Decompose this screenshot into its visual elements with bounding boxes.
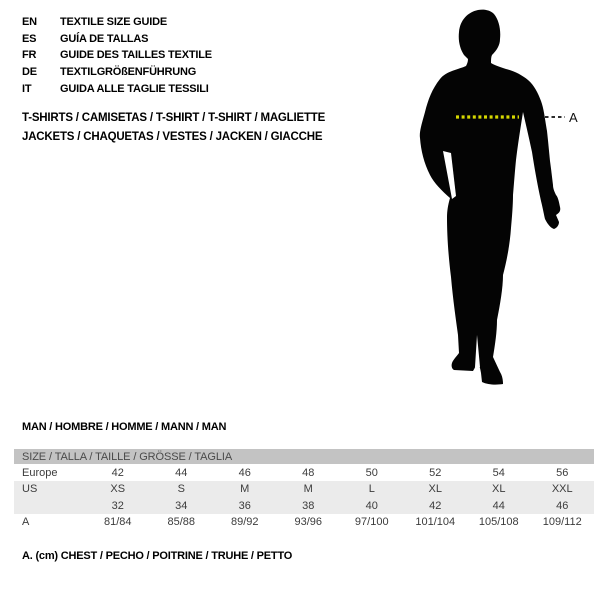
size-figure: [398, 5, 583, 405]
size-cell: 46: [556, 499, 569, 512]
language-list: [22, 14, 212, 97]
size-cell: 50: [365, 466, 378, 479]
language-code: DE: [22, 66, 37, 79]
table-row-europe: [14, 464, 594, 481]
size-cell: XL: [492, 483, 506, 495]
language-code: FR: [22, 49, 37, 62]
size-cell: 46: [238, 466, 251, 479]
size-cell: 38: [302, 499, 315, 512]
size-cell: 48: [302, 466, 315, 479]
size-cell: XL: [428, 483, 442, 495]
size-cell: 101/104: [415, 516, 456, 528]
size-cell: XXL: [551, 483, 573, 495]
size-cell: 105/108: [478, 516, 519, 528]
size-cell: 34: [175, 499, 188, 512]
size-cell: 36: [238, 499, 251, 512]
language-label: GUIDE DES TAILLES TEXTILE: [60, 49, 212, 62]
language-code: ES: [22, 32, 37, 45]
language-row: [22, 80, 212, 97]
table-row-us: [14, 481, 594, 497]
language-label: GUIDA ALLE TAGLIE TESSILI: [60, 82, 209, 95]
size-cell: 52: [429, 466, 442, 479]
language-code: IT: [22, 82, 32, 95]
language-row: [22, 47, 212, 64]
language-label: TEXTILGRÖßENFÜHRUNG: [60, 66, 197, 79]
language-label: GUÍA DE TALLAS: [60, 32, 149, 45]
size-cell: 40: [365, 499, 378, 512]
size-cell: 109/112: [542, 516, 582, 528]
size-cell: 32: [111, 499, 124, 512]
language-row: [22, 14, 212, 31]
table-row-chest-a: [14, 514, 594, 530]
language-label: TEXTILE SIZE GUIDE: [60, 16, 168, 29]
size-cell: 85/88: [167, 516, 196, 528]
size-cell: 93/96: [294, 516, 323, 528]
language-row: [22, 64, 212, 81]
size-cell: M: [303, 483, 313, 495]
row-label: A: [22, 516, 30, 528]
size-cell: L: [368, 483, 375, 495]
garment-categories: [22, 109, 325, 147]
size-cell: 81/84: [103, 516, 132, 528]
row-label: US: [22, 483, 38, 495]
size-table-header: SIZE / TALLA / TAILLE / GRÖSSE / TAGLIA: [14, 449, 594, 464]
category-line-jackets: JACKETS / CHAQUETAS / VESTES / JACKEN / GIACCHE: [22, 131, 323, 143]
size-cell: 89/92: [230, 516, 259, 528]
size-cell: XS: [110, 483, 126, 495]
language-code: EN: [22, 16, 37, 29]
size-cell: 44: [175, 466, 188, 479]
category-line-tshirts: T-SHIRTS / CAMISETAS / T-SHIRT / T-SHIRT / MAGLIETTE: [22, 112, 326, 124]
size-cell: 42: [429, 499, 442, 512]
size-table: [14, 449, 594, 530]
language-row: [22, 31, 212, 48]
size-cell: M: [240, 483, 250, 495]
row-label: Europe: [22, 466, 58, 479]
size-cell: 97/100: [354, 516, 389, 528]
size-cell: 56: [556, 466, 569, 479]
size-cell: 54: [492, 466, 505, 479]
size-cell: S: [177, 483, 185, 495]
size-cell: 42: [111, 466, 124, 479]
measure-label-a: A: [569, 110, 578, 125]
section-title-man: MAN / HOMBRE / HOMME / MANN / MAN: [22, 421, 227, 433]
man-silhouette-figure: [398, 5, 583, 405]
measurement-footnote: A. (cm) CHEST / PECHO / POITRINE / TRUHE / PETTO: [22, 550, 293, 562]
table-row-unlabeled: [14, 497, 594, 514]
man-silhouette: [420, 10, 560, 385]
size-cell: 44: [492, 499, 505, 512]
